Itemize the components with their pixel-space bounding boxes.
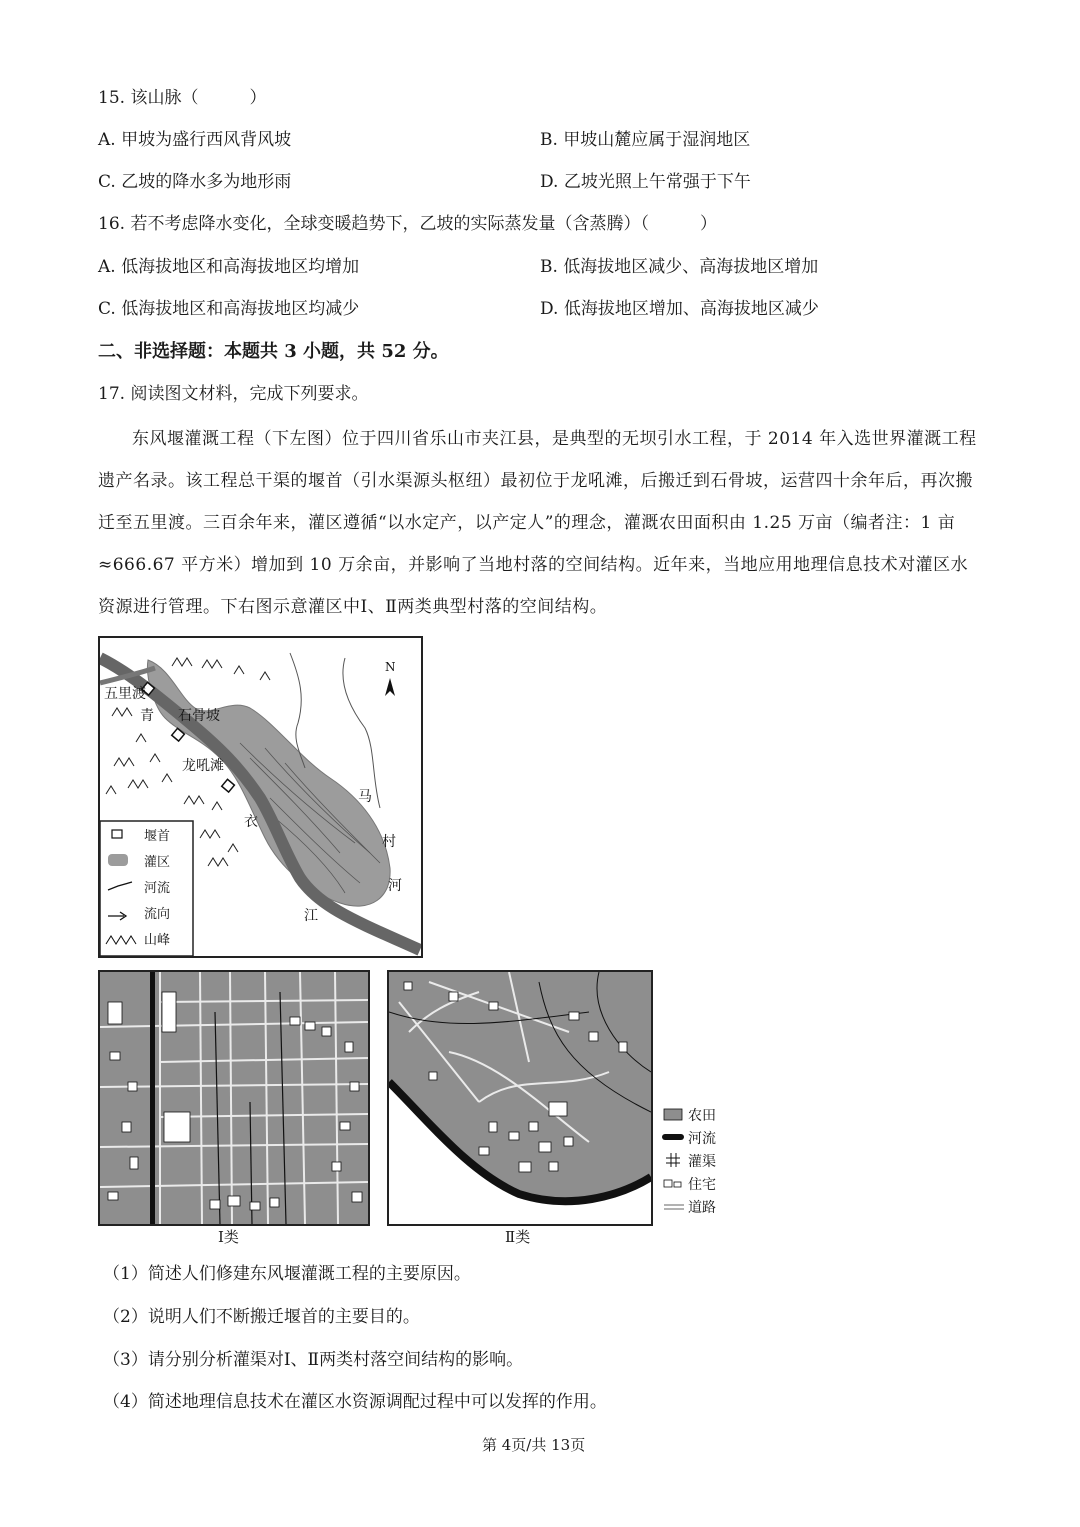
label-jiang: 江 bbox=[304, 908, 318, 924]
q16-option-d[interactable]: D. 低海拔地区增加、高海拔地区减少 bbox=[540, 299, 819, 319]
village-type-1-map bbox=[98, 970, 370, 1226]
label-qing: 青 bbox=[140, 708, 154, 724]
q17-sub3: （3）请分别分析灌渠对Ⅰ、Ⅱ两类村落空间结构的影响。 bbox=[103, 1350, 524, 1370]
q17-sub1: （1）简述人们修建东风堰灌溉工程的主要原因。 bbox=[103, 1264, 471, 1284]
place-shigupo: 石骨坡 bbox=[178, 708, 220, 724]
q15-option-d[interactable]: D. 乙坡光照上午常强于下午 bbox=[540, 172, 751, 192]
label-ma: 马 bbox=[358, 789, 372, 805]
legend-road: 道路 bbox=[688, 1200, 716, 1215]
q16-stem: 16. 若不考虑降水变化，全球变暖趋势下，乙坡的实际蒸发量（含蒸腾）（ ） bbox=[98, 214, 717, 234]
village-legend bbox=[662, 1105, 742, 1215]
q16-option-c[interactable]: C. 低海拔地区和高海拔地区均减少 bbox=[98, 299, 360, 319]
q15-option-c[interactable]: C. 乙坡的降水多为地形雨 bbox=[98, 172, 292, 192]
village-type-2-map bbox=[387, 970, 653, 1226]
legend-flow: 流向 bbox=[144, 907, 171, 922]
q17-sub2: （2）说明人们不断搬迁堰首的主要目的。 bbox=[103, 1307, 420, 1327]
q15-option-a[interactable]: A. 甲坡为盛行西风背风坡 bbox=[98, 130, 292, 150]
label-he: 河 bbox=[388, 878, 402, 894]
legend-house: 住宅 bbox=[688, 1177, 716, 1193]
q15-stem: 15. 该山脉（ ） bbox=[98, 88, 267, 108]
q16-option-b[interactable]: B. 低海拔地区减少、高海拔地区增加 bbox=[540, 257, 819, 277]
irrigation-map bbox=[98, 636, 423, 958]
place-longhoutan: 龙吼滩 bbox=[182, 758, 224, 774]
place-wulidu: 五里渡 bbox=[104, 686, 146, 702]
section-heading: 二、非选择题：本题共 3 小题，共 52 分。 bbox=[98, 341, 449, 362]
legend-river: 河流 bbox=[144, 881, 171, 896]
village-type-2-label: Ⅱ类 bbox=[505, 1228, 531, 1246]
q17-material-paragraph: 东风堰灌溉工程（下左图）位于四川省乐山市夹江县，是典型的无坝引水工程，于 2014 年入选世界灌溉工程遗产名录。该工程总干渠的堰首（引水渠源头枢纽）最初位于龙吼滩，后搬迁到石骨坡，运营四十余年后，再次搬迁至五里渡。三百余年来，灌区遵循“以水定产，以产定人”的理念，灌溉农田面积由 1.25 万亩（编者注：1 亩≈666.67 平方米）增加到 10 万余亩，并影响了当地村落的空间结构。近年来，当地应用地理信息技术对灌区水资源进行管理。下右图示意灌区中Ⅰ、Ⅱ两类典型村落的空间结构。 bbox=[98, 429, 977, 617]
village-type-1-label: Ⅰ类 bbox=[218, 1228, 239, 1246]
legend-peak: 山峰 bbox=[144, 933, 171, 948]
legend-weir: 堰首 bbox=[144, 829, 171, 844]
legend-river-2: 河流 bbox=[688, 1131, 716, 1147]
legend-farmland: 农田 bbox=[688, 1108, 716, 1124]
label-yi: 衣 bbox=[244, 814, 258, 830]
q17-sub4: （4）简述地理信息技术在灌区水资源调配过程中可以发挥的作用。 bbox=[103, 1392, 607, 1412]
page-footer: 第 4页/共 13页 bbox=[482, 1436, 586, 1454]
legend-canal: 灌渠 bbox=[688, 1154, 716, 1170]
q15-option-b[interactable]: B. 甲坡山麓应属于湿润地区 bbox=[540, 130, 751, 150]
legend-irrigation-area: 灌区 bbox=[144, 855, 171, 870]
q16-option-a[interactable]: A. 低海拔地区和高海拔地区均增加 bbox=[98, 257, 360, 277]
label-cun: 村 bbox=[382, 834, 396, 850]
north-label: N bbox=[385, 660, 396, 674]
q17-stem: 17. 阅读图文材料，完成下列要求。 bbox=[98, 384, 369, 404]
